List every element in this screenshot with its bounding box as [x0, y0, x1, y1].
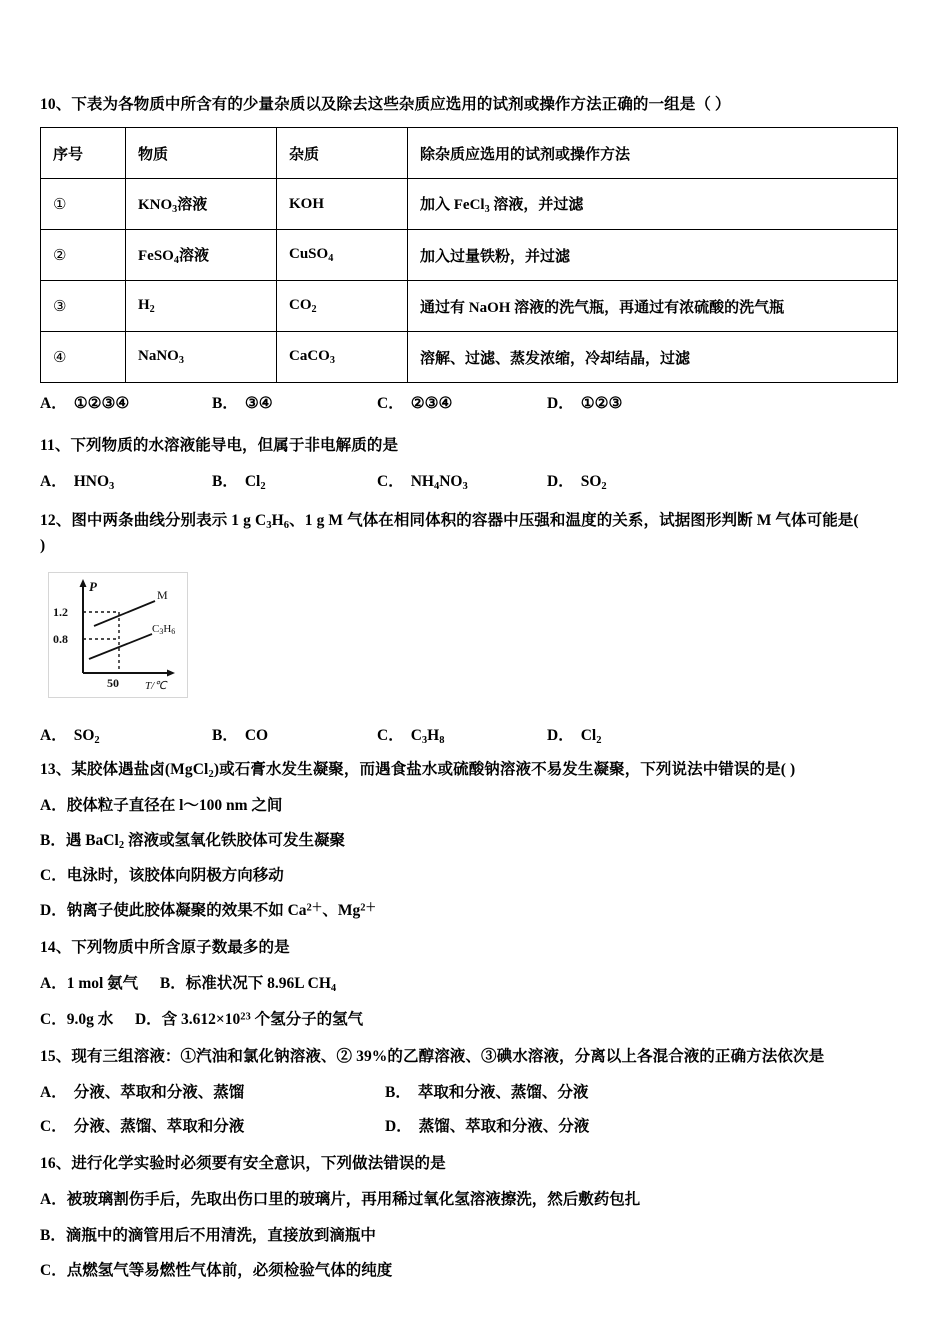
option-b-text: 萃取和分液、蒸馏、分液 — [417, 1083, 589, 1101]
question-10-options — [40, 392, 912, 415]
table-header-substance: 物质 — [126, 128, 277, 179]
row-impurity: KOH — [277, 179, 408, 230]
option-b-label: B． — [212, 395, 238, 413]
question-12-stem — [40, 509, 912, 534]
option-a[interactable] — [40, 470, 212, 495]
option-d-text: ①②③ — [580, 395, 623, 413]
spacer — [40, 1031, 912, 1045]
option-d[interactable] — [547, 724, 601, 749]
question-16-number: 16、 — [40, 1155, 72, 1173]
option-c[interactable] — [40, 1115, 385, 1138]
question-15-options-row-2 — [40, 1115, 912, 1138]
option-b-label: B． — [385, 1083, 411, 1101]
question-12 — [40, 509, 912, 749]
question-14-text: 下列物质中所含原子数最多的是 — [71, 938, 290, 956]
question-15 — [40, 1045, 912, 1139]
question-12-options — [40, 724, 912, 749]
table-body — [41, 179, 898, 383]
option-a-label: A． — [40, 395, 67, 413]
option-a-label: A． — [40, 797, 67, 815]
question-11-number: 11、 — [40, 437, 71, 455]
option-a[interactable] — [40, 794, 912, 817]
question-12-text: 图中两条曲线分别表示 1 g $C_3H_6$、1 g M 气体在相同体积的容器中压强和温度的关系，试据图形判断 M 气体可能是( — [71, 512, 859, 531]
option-a-label: A． — [40, 1191, 67, 1209]
option-a-label: A． — [40, 974, 67, 992]
y-axis-label: P — [89, 579, 97, 595]
spacer — [40, 922, 912, 936]
row-substance: NaNO$_3$ — [126, 332, 277, 383]
x-axis-arrow-icon — [167, 670, 175, 677]
table-header-method: 除杂质应选用的试剂或操作方法 — [408, 128, 898, 179]
option-b-text: 遇 BaCl$_2$ 溶液或氢氧化铁胶体可发生凝聚 — [65, 831, 345, 851]
option-d-label: D． — [547, 727, 574, 745]
question-10-stem — [40, 93, 912, 117]
row-index: ② — [41, 230, 126, 281]
x-axis-label: T/℃ — [145, 680, 167, 693]
question-11-stem — [40, 434, 912, 458]
question-10-text: 下表为各物质中所含有的少量杂质以及除去这些杂质应选用的试剂或操作方法正确的一组是（ ） — [71, 96, 731, 113]
option-d-text: 蒸馏、萃取和分液、分液 — [418, 1118, 590, 1136]
question-14-options — [40, 972, 912, 1031]
option-d-label: D． — [547, 473, 574, 491]
question-13-options — [40, 794, 912, 922]
option-a[interactable] — [40, 724, 212, 749]
question-11 — [40, 434, 912, 495]
spacer — [40, 749, 912, 758]
option-b[interactable] — [40, 829, 912, 854]
option-d-text: $SO_2$ — [580, 473, 607, 493]
question-14 — [40, 936, 912, 1031]
option-b-text: 标准状况下 8.96L $CH_4$ — [185, 974, 337, 994]
option-c[interactable] — [40, 864, 912, 887]
option-a-text: ①②③④ — [73, 395, 130, 413]
option-c-text: ②③④ — [410, 395, 453, 413]
option-c-text: 9.0g 水 — [66, 1010, 114, 1028]
question-16-stem — [40, 1152, 912, 1176]
table-header-impurity: 杂质 — [277, 128, 408, 179]
row-substance: FeSO$_4$溶液 — [126, 230, 277, 281]
option-a-text: $HNO_3$ — [73, 473, 115, 493]
row-index: ④ — [41, 332, 126, 383]
option-c-label: C． — [40, 1010, 67, 1028]
option-a-text: 分液、萃取和分液、蒸馏 — [73, 1083, 245, 1101]
option-c[interactable] — [40, 1259, 912, 1282]
option-row-cd — [40, 1008, 912, 1031]
table-header-row — [41, 128, 898, 179]
series-line-C3H6 — [89, 634, 152, 659]
table-row — [41, 230, 898, 281]
option-a[interactable] — [40, 1188, 912, 1211]
spacer — [40, 1138, 912, 1152]
option-c-text: 电泳时，该胶体向阴极方向移动 — [66, 867, 284, 885]
row-method: 溶解、过滤、蒸发浓缩，冷却结晶，过滤 — [408, 332, 898, 383]
question-16-options — [40, 1188, 912, 1282]
option-c[interactable] — [377, 392, 547, 415]
option-a-text: 被玻璃割伤手后，先取出伤口里的玻璃片，再用稀过氧化氢溶液擦洗，然后敷药包扎 — [66, 1191, 641, 1209]
option-d-text: $Cl_2$ — [580, 727, 602, 747]
option-a[interactable] — [40, 392, 212, 415]
question-16 — [40, 1152, 912, 1282]
pressure-temperature-chart — [48, 572, 188, 698]
option-d[interactable] — [547, 470, 607, 495]
chart-svg — [49, 573, 185, 695]
question-16-text: 进行化学实验时必须要有安全意识，下列做法错误的是 — [71, 1155, 446, 1173]
question-11-text: 下列物质的水溶液能导电，但属于非电解质的是 — [70, 437, 399, 455]
option-a-text: 胶体粒子直径在 l～100 nm 之间 — [66, 797, 283, 815]
option-c-label: C． — [40, 867, 67, 885]
option-c-text: 点燃氢气等易燃性气体前，必须检验气体的纯度 — [66, 1261, 393, 1279]
option-b-text: 滴瓶中的滴管用后不用清洗，直接放到滴瓶中 — [65, 1226, 376, 1244]
option-b-text: $Cl_2$ — [244, 473, 266, 493]
spacer — [40, 495, 912, 509]
question-10 — [40, 93, 912, 415]
question-12-number: 12、 — [40, 512, 72, 530]
option-c-label: C． — [377, 727, 404, 745]
option-d[interactable] — [547, 392, 622, 415]
option-b-label: B． — [212, 473, 238, 491]
y-tick-1.2: 1.2 — [53, 605, 68, 620]
option-a-text: $SO_2$ — [73, 727, 100, 747]
question-list — [40, 93, 912, 1282]
question-15-number: 15、 — [40, 1047, 72, 1065]
option-a-label: A． — [40, 1083, 67, 1101]
question-15-stem — [40, 1045, 912, 1069]
option-c-text: $NH_4NO_3$ — [410, 473, 468, 493]
option-b[interactable] — [212, 470, 377, 495]
table-row — [41, 281, 898, 332]
row-method: 加入过量铁粉，并过滤 — [408, 230, 898, 281]
option-c[interactable] — [377, 470, 547, 495]
option-d-text: 含 $3.612\times 10^{23}$ 个氢分子的氢气 — [161, 1010, 364, 1028]
option-c[interactable] — [40, 1011, 113, 1028]
table-row — [41, 332, 898, 383]
row-substance: $H_2$ — [126, 281, 277, 332]
option-a-label: A． — [40, 727, 67, 745]
option-d[interactable] — [40, 899, 912, 922]
question-13-text: 某胶体遇盐卤(MgCl$_2$)或石膏水发生凝聚，而遇食盐水或硫酸钠溶液不易发生凝聚，下列说法中错误的是( ) — [71, 761, 796, 781]
option-a[interactable] — [40, 1081, 385, 1104]
option-a-label: A． — [40, 473, 67, 491]
row-index: ③ — [41, 281, 126, 332]
series-line-M — [94, 601, 155, 626]
row-impurity: CaCO$_3$ — [277, 332, 408, 383]
option-c-label: C． — [377, 473, 404, 491]
option-b-label: B． — [159, 974, 186, 992]
row-impurity: $CO_2$ — [277, 281, 408, 332]
series-label-M: M — [157, 588, 168, 603]
option-b[interactable] — [212, 392, 377, 415]
question-15-text: 现有三组溶液：①汽油和氯化钠溶液、② 39%的乙醇溶液、③碘水溶液，分离以上各混合液的正确方法依次是 — [71, 1047, 825, 1065]
option-a[interactable] — [40, 975, 138, 992]
option-b-label: B． — [212, 727, 238, 745]
option-b-label: B． — [40, 1226, 66, 1244]
table-row — [41, 179, 898, 230]
table-header-index: 序号 — [41, 128, 126, 179]
option-c-label: C． — [377, 395, 404, 413]
option-b-text: CO — [244, 727, 269, 745]
question-11-options — [40, 470, 912, 495]
y-tick-0.8: 0.8 — [53, 632, 68, 647]
row-method: 通过有 NaOH 溶液的洗气瓶，再通过有浓硫酸的洗气瓶 — [408, 281, 898, 332]
x-tick-50: 50 — [107, 676, 119, 691]
option-d-text: 钠离子使此胶体凝聚的效果不如 $Ca^{2+}$、$Mg^{2+}$ — [66, 901, 377, 919]
option-c-text: $C_3H_8$ — [410, 727, 445, 747]
impurity-removal-table — [40, 127, 898, 383]
option-d-label: D． — [385, 1118, 412, 1136]
option-c-label: C． — [40, 1118, 67, 1136]
option-c-label: C． — [40, 1261, 67, 1279]
option-d-label: D． — [547, 395, 574, 413]
question-12-stem-continued: ) — [40, 537, 46, 555]
question-13-number: 13、 — [40, 761, 72, 779]
option-b[interactable] — [385, 1081, 588, 1104]
question-13-stem — [40, 758, 912, 783]
option-d-label: D． — [40, 901, 67, 919]
question-15-options-row-1 — [40, 1081, 912, 1104]
option-b-label: B． — [40, 831, 66, 849]
question-10-number: 10、 — [40, 96, 72, 113]
row-method: 加入 FeCl$_3$ 溶液，并过滤 — [408, 179, 898, 230]
series-label-C3H6: C3H6 — [152, 623, 176, 637]
option-b[interactable] — [160, 975, 336, 992]
option-b[interactable] — [212, 724, 377, 749]
row-substance: $KNO_3$溶液 — [126, 179, 277, 230]
option-b-text: ③④ — [244, 395, 273, 413]
option-row-ab — [40, 972, 912, 997]
option-d-label: D． — [134, 1010, 162, 1028]
option-b[interactable] — [40, 1224, 912, 1247]
option-c[interactable] — [377, 724, 547, 749]
option-d[interactable] — [385, 1115, 589, 1138]
option-c-text: 分液、蒸馏、萃取和分液 — [73, 1118, 245, 1136]
question-14-number: 14、 — [40, 938, 72, 956]
y-axis-arrow-icon — [80, 579, 87, 587]
row-impurity: CuSO$_4$ — [277, 230, 408, 281]
question-14-stem — [40, 936, 912, 960]
option-a-text: 1 mol 氨气 — [66, 974, 139, 992]
spacer — [40, 415, 912, 434]
question-13 — [40, 758, 912, 922]
option-d[interactable] — [135, 1011, 363, 1028]
row-index: ① — [41, 179, 126, 230]
